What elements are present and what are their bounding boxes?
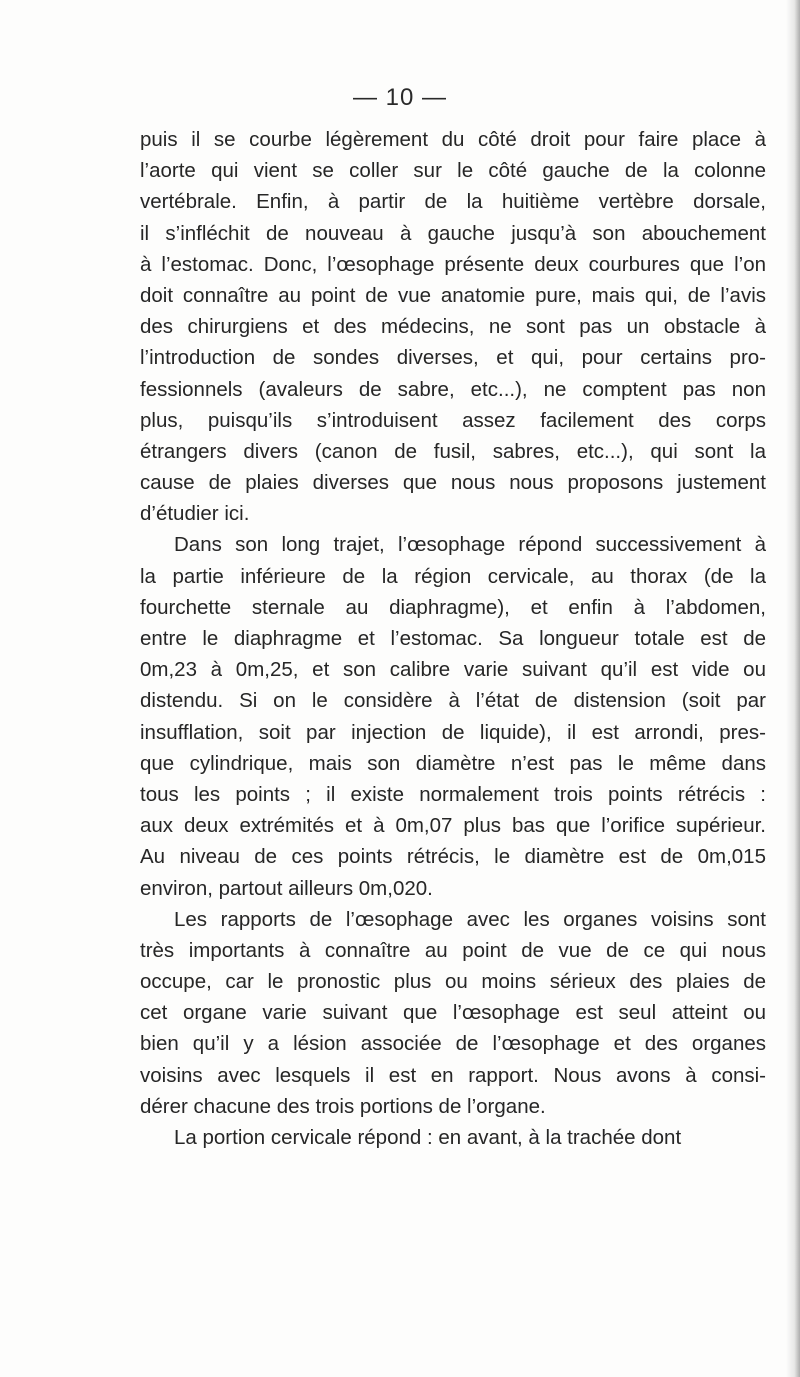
page-edge-shadow [786,0,800,1377]
text-line: puis il se courbe légèrement du côté droit pour faire place à [140,128,766,151]
text-line: bien qu’il y a lésion associée de l’œsophage et des organes [140,1032,766,1056]
text-line: entre le diaphragme et l’estomac. Sa longueur totale est de [140,627,766,650]
text-line: insufflation, soit par injection de liquide), il est arrondi, pres- [140,720,766,744]
text-line: la partie inférieure de la région cervicale, au thorax (de la [140,564,766,588]
text-line: 0m,23 à 0m,25, et son calibre varie suivant qu’il est vide ou [140,658,766,682]
text-line: dérer chacune des trois portions de l’organe. [140,1094,546,1118]
text-line: environ, partout ailleurs 0m,020. [140,876,433,900]
text-line: à l’estomac. Donc, l’œsophage présente deux courbures que l’on [140,252,766,276]
text-line: tous les points ; il existe normalement trois points rétrécis : [140,782,766,806]
text-line: occupe, car le pronostic plus ou moins sérieux des plaies de [140,970,766,994]
text-line: plus, puisqu’ils s’introduisent assez facilement des corps [140,408,766,432]
text-line: distendu. Si on le considère à l’état de distension (soit par [140,689,766,713]
text-line: Les rapports de l’œsophage avec les organes voisins sont [174,907,766,931]
page-number: — 10 — [352,84,448,111]
text-line: l’introduction de sondes diverses, et qui, pour certains pro- [140,346,766,370]
text-line: des chirurgiens et des médecins, ne sont pas un obstacle à [140,315,766,339]
text-line: Au niveau de ces points rétrécis, le diamètre est de 0m,015 [140,845,766,869]
text-line: fourchette sternale au diaphragme), et enfin à l’abdomen, [140,595,766,619]
text-line: d’étudier ici. [140,502,250,526]
text-line: cet organe varie suivant que l’œsophage est seul atteint ou [140,1001,766,1025]
text-line: aux deux extrémités et à 0m,07 plus bas que l’orifice supérieur. [140,814,766,838]
text-line: l’aorte qui vient se coller sur le côté gauche de la colonne [140,159,766,183]
text-line: étrangers divers (canon de fusil, sabres, etc...), qui sont la [140,439,766,463]
text-line: vertébrale. Enfin, à partir de la huitième vertèbre dorsale, [140,190,766,214]
text-line: Dans son long trajet, l’œsophage répond successivement à [174,533,766,557]
body-text [140,124,766,1153]
text-line: fessionnels (avaleurs de sabre, etc...), ne comptent pas non [140,377,766,401]
text-line: très importants à connaître au point de vue de ce qui nous [140,938,766,962]
text-line: La portion cervicale répond : en avant, à la trachée dont [174,1126,682,1149]
text-line: doit connaître au point de vue anatomie pure, mais qui, de l’avis [140,283,766,307]
text-line: voisins avec lesquels il est en rapport. Nous avons à consi- [140,1063,766,1087]
text-line: cause de plaies diverses que nous nous proposons justement [140,471,766,495]
text-line: que cylindrique, mais son diamètre n’est pas le même dans [140,751,766,775]
text-line: il s’infléchit de nouveau à gauche jusqu’à son abouchement [140,221,766,245]
